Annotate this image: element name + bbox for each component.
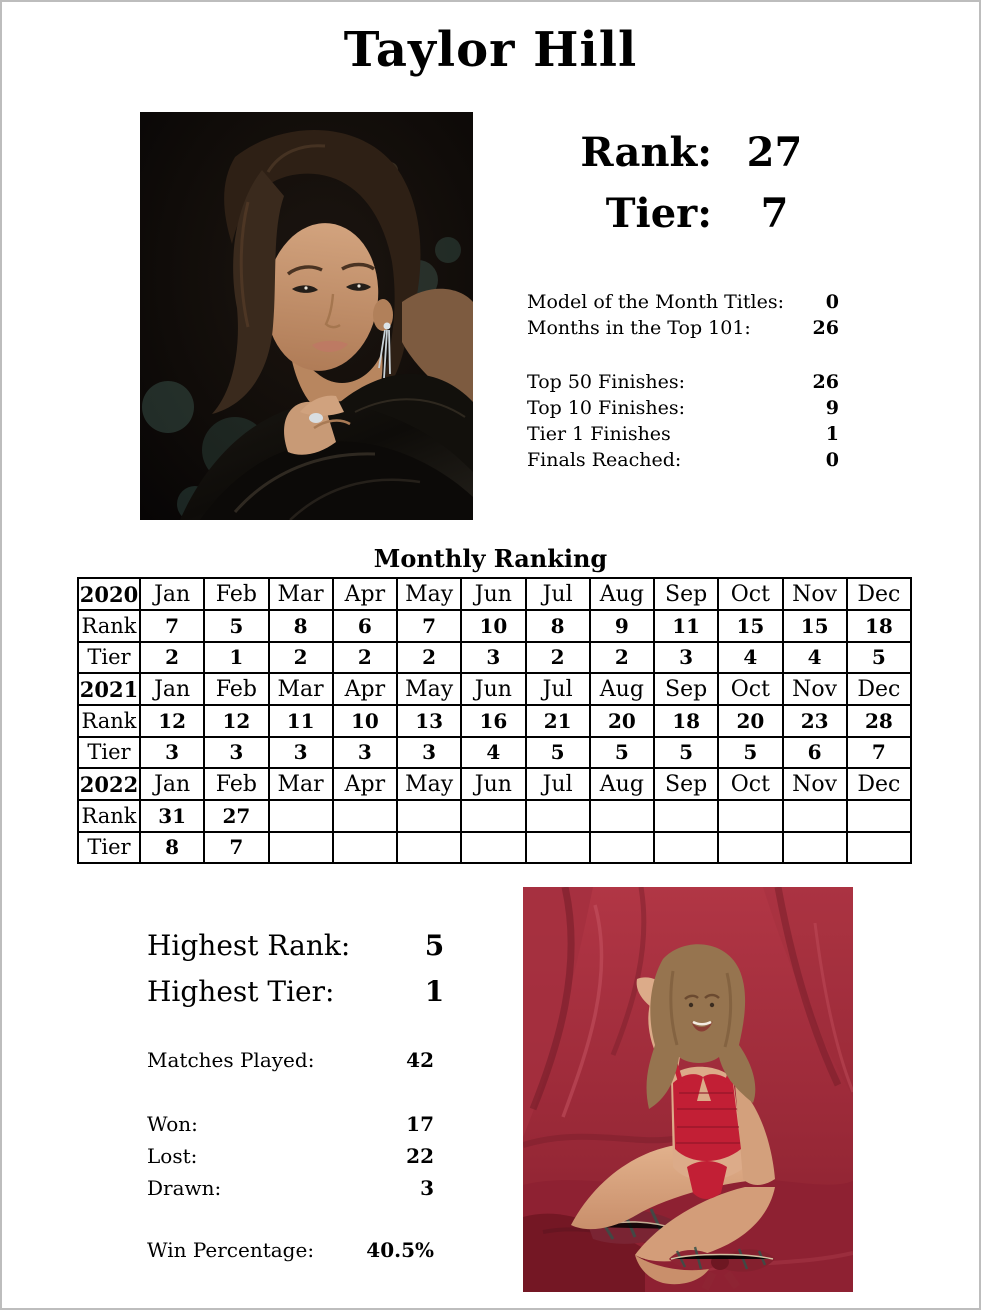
month-header-cell: Aug: [590, 673, 654, 705]
career-stat-row: [527, 315, 839, 341]
career-stat-label: Top 50 Finishes:: [527, 371, 686, 393]
month-header-cell: Oct: [718, 578, 782, 610]
month-header-cell: Apr: [333, 768, 397, 800]
career-stat-row: [527, 289, 839, 315]
match-stat-value: 42: [406, 1048, 434, 1072]
month-header-cell: Jun: [461, 768, 525, 800]
month-header-cell: May: [397, 768, 461, 800]
highest-rank-value: 5: [424, 929, 445, 962]
red-photo: [523, 887, 853, 1292]
tier-value-cell: 3: [204, 737, 268, 768]
tier-value-cell: 3: [654, 642, 718, 673]
month-header-cell: Jul: [526, 673, 590, 705]
career-stat-value: 9: [825, 397, 839, 419]
tier-value-cell: 2: [269, 642, 333, 673]
career-stat-row: [527, 395, 839, 421]
career-stat-row: [527, 447, 839, 473]
month-header-cell: Nov: [783, 768, 847, 800]
month-header-cell: Jun: [461, 578, 525, 610]
year-cell: 2020: [78, 578, 140, 610]
month-header-cell: Jan: [140, 673, 204, 705]
rank-row-label: Rank: [78, 610, 140, 641]
match-stat-value: 3: [420, 1176, 434, 1200]
table-row: [78, 673, 911, 705]
rank-value-cell: 16: [461, 705, 525, 736]
month-header-cell: Mar: [269, 673, 333, 705]
rank-value-cell: [269, 800, 333, 831]
tier-value-cell: 4: [461, 737, 525, 768]
tier-value-cell: [269, 832, 333, 863]
rank-value-cell: [461, 800, 525, 831]
match-stat-value: 22: [406, 1144, 434, 1168]
spacer: [527, 341, 839, 369]
rank-value-cell: 5: [204, 610, 268, 641]
match-stat-value: 17: [406, 1112, 434, 1136]
rank-value-cell: 10: [333, 705, 397, 736]
page-title: Taylor Hill: [343, 22, 638, 78]
month-header-cell: Jul: [526, 578, 590, 610]
rank-value-cell: 10: [461, 610, 525, 641]
rank-value-cell: 23: [783, 705, 847, 736]
month-header-cell: Jan: [140, 578, 204, 610]
month-header-cell: Oct: [718, 673, 782, 705]
match-stat-row: [147, 1044, 434, 1076]
rank-row-label: Rank: [78, 800, 140, 831]
career-stat-row: [527, 369, 839, 395]
tier-row-label: Tier: [78, 737, 140, 768]
rank-value-cell: 20: [590, 705, 654, 736]
rank-value-cell: 7: [140, 610, 204, 641]
month-header-cell: Sep: [654, 578, 718, 610]
tier-value-cell: [590, 832, 654, 863]
rank-value: 27: [746, 129, 803, 176]
tier-value-cell: [783, 832, 847, 863]
tier-value-cell: 1: [204, 642, 268, 673]
rank-tier-block: [522, 129, 842, 237]
match-stat-row: [147, 1234, 434, 1266]
match-stat-label: Drawn:: [147, 1176, 222, 1200]
rank-value-cell: 15: [718, 610, 782, 641]
rank-value-cell: 31: [140, 800, 204, 831]
tier-value-cell: 6: [783, 737, 847, 768]
month-header-cell: Feb: [204, 578, 268, 610]
match-stat-value: 40.5%: [366, 1238, 434, 1262]
rank-value-cell: 11: [269, 705, 333, 736]
table-row: [78, 578, 911, 610]
month-header-cell: Jun: [461, 673, 525, 705]
month-header-cell: Dec: [847, 768, 911, 800]
career-stats: [527, 289, 839, 473]
spacer: [147, 1204, 434, 1234]
tier-row-label: Tier: [78, 832, 140, 863]
month-header-cell: Nov: [783, 673, 847, 705]
rank-value-cell: [847, 800, 911, 831]
match-stat-row: [147, 1172, 434, 1204]
monthly-ranking-table-body: [78, 578, 911, 863]
month-header-cell: Mar: [269, 578, 333, 610]
rank-value-cell: [397, 800, 461, 831]
month-header-cell: Feb: [204, 673, 268, 705]
career-stat-label: Model of the Month Titles:: [527, 291, 784, 313]
tier-value-cell: [526, 832, 590, 863]
monthly-ranking-table: [77, 577, 912, 864]
tier-value-cell: [847, 832, 911, 863]
month-header-cell: Jul: [526, 768, 590, 800]
rank-value-cell: 12: [140, 705, 204, 736]
month-header-cell: Aug: [590, 768, 654, 800]
rank-value-cell: 15: [783, 610, 847, 641]
tier-value-cell: 3: [461, 642, 525, 673]
tier-value-cell: [718, 832, 782, 863]
rank-value-cell: [718, 800, 782, 831]
career-stat-row: [527, 421, 839, 447]
tier-label: Tier:: [605, 190, 712, 237]
rank-value-cell: 8: [526, 610, 590, 641]
rank-value-cell: 9: [590, 610, 654, 641]
rank-value-cell: [333, 800, 397, 831]
month-header-cell: Feb: [204, 768, 268, 800]
table-row: [78, 705, 911, 736]
match-stats: [147, 1044, 434, 1266]
tier-value-cell: 3: [397, 737, 461, 768]
tier-value-cell: 3: [140, 737, 204, 768]
red-photo-art: [523, 887, 853, 1292]
career-stat-label: Top 10 Finishes:: [527, 397, 686, 419]
match-stat-label: Won:: [147, 1112, 198, 1136]
table-row: [78, 737, 911, 768]
career-stat-value: 0: [825, 449, 839, 471]
rank-value-cell: 20: [718, 705, 782, 736]
tier-value-cell: 5: [590, 737, 654, 768]
month-header-cell: May: [397, 673, 461, 705]
rank-value-cell: 21: [526, 705, 590, 736]
career-stat-label: Months in the Top 101:: [527, 317, 751, 339]
match-stat-label: Win Percentage:: [147, 1238, 315, 1262]
month-header-cell: Sep: [654, 768, 718, 800]
table-row: [78, 642, 911, 673]
rank-value-cell: 27: [204, 800, 268, 831]
highest-tier-value: 1: [424, 975, 445, 1008]
career-stat-value: 1: [825, 423, 839, 445]
month-header-cell: Dec: [847, 673, 911, 705]
tier-value-cell: [333, 832, 397, 863]
rank-value-cell: 11: [654, 610, 718, 641]
tier-value-cell: [397, 832, 461, 863]
tier-value-cell: 5: [526, 737, 590, 768]
tier-value-cell: 5: [654, 737, 718, 768]
match-stat-row: [147, 1108, 434, 1140]
match-stat-row: [147, 1140, 434, 1172]
month-header-cell: Jan: [140, 768, 204, 800]
tier-value-cell: 5: [718, 737, 782, 768]
rank-value-cell: [526, 800, 590, 831]
rank-value-cell: 12: [204, 705, 268, 736]
tier-value-cell: 2: [526, 642, 590, 673]
tier-row-label: Tier: [78, 642, 140, 673]
rank-value-cell: [783, 800, 847, 831]
rank-value-cell: 18: [847, 610, 911, 641]
month-header-cell: Apr: [333, 578, 397, 610]
tier-value-cell: 4: [718, 642, 782, 673]
tier-value-cell: 8: [140, 832, 204, 863]
month-header-cell: Dec: [847, 578, 911, 610]
rank-row-label: Rank: [78, 705, 140, 736]
month-header-cell: Aug: [590, 578, 654, 610]
rank-value-cell: 8: [269, 610, 333, 641]
highest-block: [147, 928, 472, 1010]
rank-value-cell: 18: [654, 705, 718, 736]
tier-value-cell: 4: [783, 642, 847, 673]
month-header-cell: Oct: [718, 768, 782, 800]
career-stat-label: Finals Reached:: [527, 449, 682, 471]
rank-value-cell: [590, 800, 654, 831]
rank-value-cell: 28: [847, 705, 911, 736]
table-row: [78, 610, 911, 641]
monthly-ranking-title: Monthly Ranking: [373, 544, 608, 573]
portrait-photo-art: [140, 112, 473, 520]
month-header-cell: May: [397, 578, 461, 610]
tier-value-cell: 2: [140, 642, 204, 673]
spacer: [147, 1076, 434, 1108]
rank-value-cell: 7: [397, 610, 461, 641]
highest-tier-label: Highest Tier:: [147, 975, 335, 1008]
career-stat-label: Tier 1 Finishes: [527, 423, 671, 445]
table-row: [78, 832, 911, 863]
year-cell: 2022: [78, 768, 140, 800]
tier-value-cell: [654, 832, 718, 863]
tier-value-cell: 5: [847, 642, 911, 673]
tier-value-cell: [461, 832, 525, 863]
tier-value-cell: 3: [269, 737, 333, 768]
match-stat-label: Matches Played:: [147, 1048, 315, 1072]
table-row: [78, 800, 911, 831]
tier-value-cell: 7: [847, 737, 911, 768]
career-stat-value: 0: [825, 291, 839, 313]
rank-value-cell: 13: [397, 705, 461, 736]
match-stat-label: Lost:: [147, 1144, 198, 1168]
tier-value-cell: 2: [397, 642, 461, 673]
rank-value-cell: 6: [333, 610, 397, 641]
tier-value-cell: 3: [333, 737, 397, 768]
career-stat-value: 26: [812, 371, 839, 393]
career-stat-value: 26: [812, 317, 839, 339]
year-cell: 2021: [78, 673, 140, 705]
tier-value-cell: 2: [590, 642, 654, 673]
month-header-cell: Mar: [269, 768, 333, 800]
month-header-cell: Nov: [783, 578, 847, 610]
rank-value-cell: [654, 800, 718, 831]
month-header-cell: Sep: [654, 673, 718, 705]
table-row: [78, 768, 911, 800]
highest-rank-label: Highest Rank:: [147, 929, 351, 962]
tier-value: 7: [760, 190, 789, 237]
rank-label: Rank:: [580, 129, 712, 176]
month-header-cell: Apr: [333, 673, 397, 705]
tier-value-cell: 2: [333, 642, 397, 673]
portrait-photo: [140, 112, 473, 520]
tier-value-cell: 7: [204, 832, 268, 863]
